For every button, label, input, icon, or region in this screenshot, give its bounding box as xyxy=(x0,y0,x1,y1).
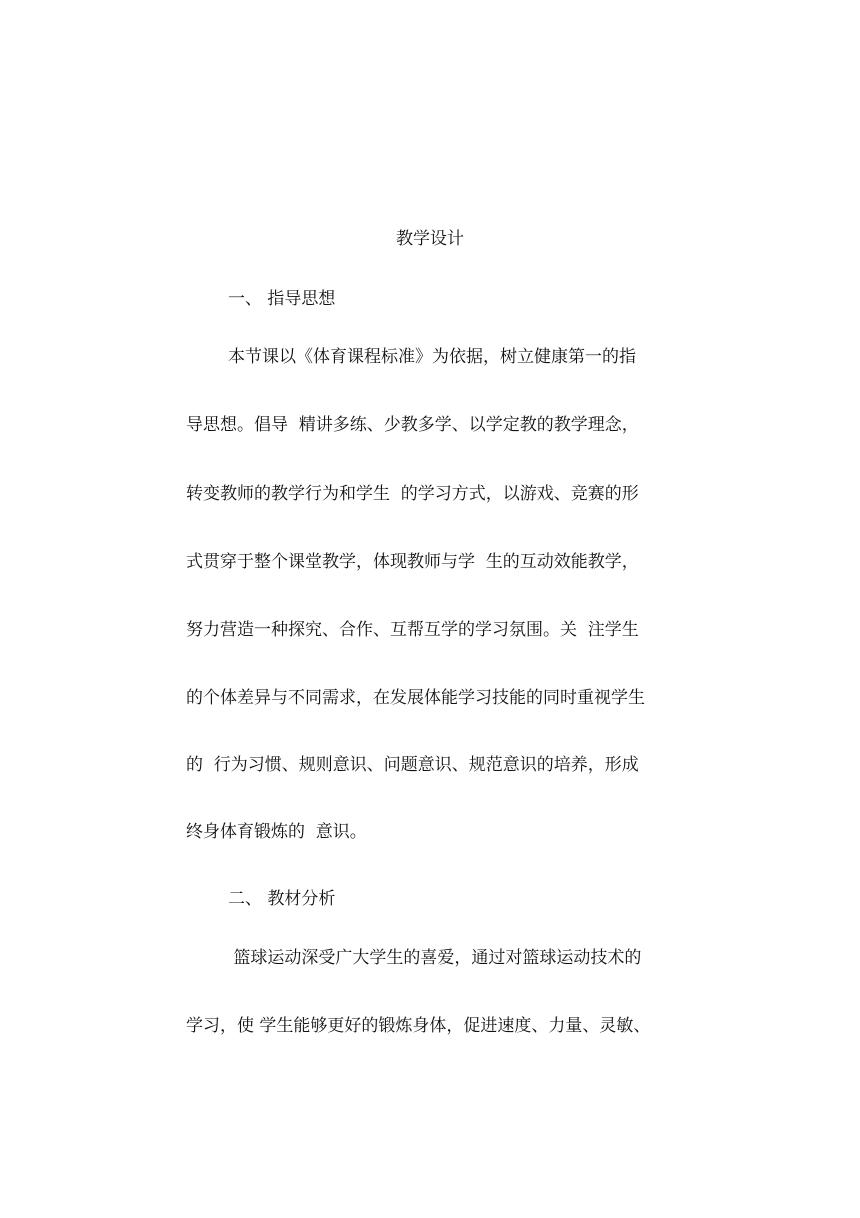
paragraph-line: 学习，使 学生能够更好的锻炼身体，促进速度、力量、灵敏、 xyxy=(186,1016,651,1036)
paragraph-line: 篮球运动深受广大学生的喜爱，通过对篮球运动技术的 xyxy=(228,948,642,968)
paragraph-line: 导思想。倡导 精讲多练、少教多学、以学定教的教学理念， xyxy=(186,415,639,435)
paragraph-line: 的个体差异与不同需求，在发展体能学习技能的同时重视学生 xyxy=(186,688,645,708)
section-heading-guiding-ideology: 一、 指导思想 xyxy=(228,289,336,309)
paragraph-line: 转变教师的教学行为和学生 的学习方式，以游戏、竞赛的形 xyxy=(186,484,639,504)
paragraph-line: 的 行为习惯、规则意识、问题意识、规范意识的培养，形成 xyxy=(186,755,639,775)
paragraph-line: 终身体育锻炼的 意识。 xyxy=(186,822,367,842)
section-heading-material-analysis: 二、 教材分析 xyxy=(228,889,336,909)
paragraph-line: 努力营造一种探究、合作、互帮互学的学习氛围。关 注学生 xyxy=(186,620,639,640)
document-title: 教学设计 xyxy=(396,229,464,249)
paragraph-line: 式贯穿于整个课堂教学，体现教师与学 生的互动效能教学， xyxy=(186,552,639,572)
paragraph-line: 本节课以《体育课程标准》为依据，树立健康第一的指 xyxy=(228,347,636,367)
